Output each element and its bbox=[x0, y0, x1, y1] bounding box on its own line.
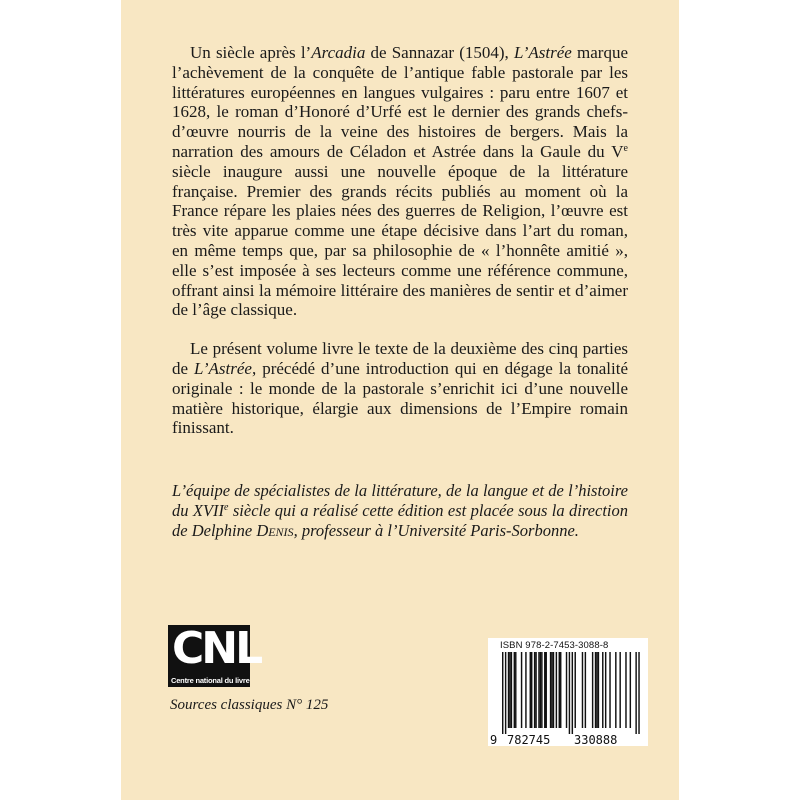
barcode-bar bbox=[559, 652, 560, 728]
barcode-bar bbox=[511, 652, 512, 728]
barcode-bar bbox=[560, 652, 561, 728]
p1-title-arcadia: Arcadia bbox=[311, 43, 366, 62]
barcode-bar bbox=[553, 652, 554, 728]
p1-superscript: e bbox=[623, 142, 628, 154]
barcode-bar bbox=[525, 652, 526, 728]
series-label: Sources classiques N° 125 bbox=[170, 697, 329, 713]
barcode-bar bbox=[569, 652, 570, 734]
barcode-bar bbox=[566, 652, 567, 728]
p3-text-2: siècle qui a réalisé cette édition est placée sous la direction de Delphine bbox=[172, 500, 628, 540]
barcode-bar bbox=[535, 652, 536, 728]
p2-title-astree: L’Astrée bbox=[194, 358, 252, 378]
barcode-bar bbox=[605, 652, 606, 728]
barcode-bar bbox=[531, 652, 532, 728]
back-cover bbox=[121, 0, 679, 800]
barcode-bar bbox=[595, 652, 596, 728]
barcode-bar bbox=[602, 652, 603, 728]
blurb-paragraph-2 bbox=[172, 339, 628, 438]
barcode-digits-right: 330888 bbox=[574, 733, 618, 747]
barcode-bars bbox=[488, 638, 648, 734]
cnl-logo-letters: CNL bbox=[172, 623, 261, 674]
barcode-bar bbox=[615, 652, 616, 728]
p1-text-3: marque l’achèvement de la conquête de l’antique fable pastorale par les littératures européennes en langues vulgaires : paru entre 1607 et 1628, le roman d’Honoré d’Urfé est le dernier des grands chefs-d’œuvre nourris de la veine des histoires de bergers. Mais la narration des amours de Céladon et Astrée dans la Gaule du V bbox=[172, 43, 628, 161]
barcode-bar bbox=[625, 652, 626, 728]
barcode-bar bbox=[546, 652, 547, 728]
barcode-bar bbox=[575, 652, 576, 728]
barcode-digits-left: 782745 bbox=[507, 733, 551, 747]
barcode-bar bbox=[521, 652, 522, 728]
barcode-bar bbox=[514, 652, 515, 728]
barcode-bar bbox=[540, 652, 541, 728]
barcode-bar bbox=[502, 652, 503, 734]
p3-superscript: e bbox=[224, 501, 229, 513]
p1-text-4: siècle inaugure aussi une nouvelle époque de la littérature française. Premier des grands récits publiés au moment où la France répare les plaies nées des guerres de Religion, l’œuvre est très vite apparue comme une étape décisive dans l’art du roman, en même temps que, par sa philosophie de « l’honnête amitié », elle s’est imposée à ses lecteurs comme une référence commune, offrant ainsi la mémoire littéraire des manières de sentir et d’aimer de l’âge classique. bbox=[172, 161, 628, 320]
barcode-bar bbox=[592, 652, 593, 728]
barcode-bar bbox=[582, 652, 583, 728]
p2-text-2: , précédé d’une introduction qui en dégage la tonalité originale : le monde de la pastorale s’enrichit ici d’une nouvelle matière historique, élargie aux dimensions de l’Empire romain finissant. bbox=[172, 358, 628, 438]
barcode-bar bbox=[596, 652, 597, 728]
barcode-bar bbox=[572, 652, 573, 734]
barcode-bar bbox=[534, 652, 535, 728]
barcode-bar bbox=[638, 652, 639, 734]
barcode-bar bbox=[508, 652, 509, 728]
barcode-bar bbox=[635, 652, 636, 734]
barcode-bar bbox=[609, 652, 610, 728]
barcode-digit-lead: 9 bbox=[490, 733, 498, 747]
p1-title-astree: L’Astrée bbox=[513, 43, 572, 62]
p3-editor-surname: Denis bbox=[256, 520, 294, 540]
barcode-bar bbox=[585, 652, 586, 728]
p3-text-3: , professeur à l’Université Paris-Sorbonne. bbox=[293, 520, 579, 540]
p3-text-1: L’équipe de spécialistes de la littérature, de la langue et de l’histoire du XVII bbox=[172, 481, 628, 520]
barcode-bar bbox=[544, 652, 545, 728]
barcode-bar bbox=[619, 652, 620, 728]
p1-text-2: de Sannazar (1504), bbox=[365, 43, 514, 62]
barcode-bar bbox=[550, 652, 551, 728]
barcode-bar bbox=[551, 652, 552, 728]
barcode bbox=[488, 638, 648, 746]
p2-text-1: Le présent volume livre le texte de la deuxième des cinq parties de bbox=[172, 339, 628, 378]
barcode-bar bbox=[505, 652, 506, 734]
blurb-paragraph-1 bbox=[172, 43, 628, 320]
cnl-logo-caption: Centre national du livre bbox=[171, 676, 250, 685]
editorial-team-note bbox=[172, 481, 628, 540]
barcode-bar bbox=[541, 652, 542, 728]
isbn-label: ISBN 978-2-7453-3088-8 bbox=[500, 640, 609, 651]
barcode-bar bbox=[515, 652, 516, 728]
p1-text-1: Un siècle après l’ bbox=[190, 43, 312, 62]
barcode-bar bbox=[538, 652, 539, 728]
cnl-logo bbox=[168, 623, 261, 687]
barcode-bar bbox=[530, 652, 531, 728]
barcode-bar bbox=[509, 652, 510, 728]
barcode-bar bbox=[556, 652, 557, 728]
barcode-bar bbox=[598, 652, 599, 728]
barcode-bar bbox=[630, 652, 631, 728]
